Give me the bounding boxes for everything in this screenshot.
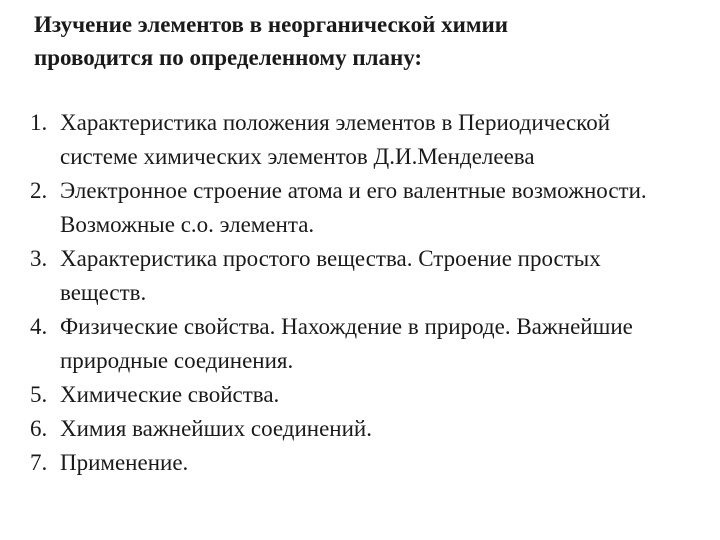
plan-item-5 xyxy=(30,378,690,412)
plan-item-7 xyxy=(30,446,690,480)
plan-item-number: 7. xyxy=(30,450,48,475)
plan-item-number: 4. xyxy=(30,314,48,339)
slide-heading xyxy=(34,8,694,74)
plan-item-number: 3. xyxy=(30,246,48,271)
plan-item-text: Применение. xyxy=(60,450,189,475)
plan-item-number: 6. xyxy=(30,416,48,441)
heading-line-2: проводится по определенному плану: xyxy=(34,45,423,70)
plan-item-text: Физические свойства. Нахождение в природе. Важнейшие природные соединения. xyxy=(60,314,633,373)
plan-item-1 xyxy=(30,106,690,174)
study-plan-list xyxy=(30,106,690,480)
plan-item-text: Химические свойства. xyxy=(60,382,280,407)
plan-item-number: 5. xyxy=(30,382,48,407)
plan-item-4 xyxy=(30,310,690,378)
plan-item-text: Электронное строение атома и его валентные возможности. Возможные с.о. элемента. xyxy=(60,178,647,237)
plan-item-text: Характеристика положения элементов в Периодической системе химических элементов Д.И.Менделеева xyxy=(60,110,611,169)
heading-line-1: Изучение элементов в неорганической химии xyxy=(34,12,509,37)
plan-item-3 xyxy=(30,242,690,310)
plan-item-number: 1. xyxy=(30,110,48,135)
plan-item-number: 2. xyxy=(30,178,48,203)
plan-item-text: Химия важнейших соединений. xyxy=(60,416,372,441)
plan-item-text: Характеристика простого вещества. Строение простых веществ. xyxy=(60,246,601,305)
plan-item-6 xyxy=(30,412,690,446)
plan-item-2 xyxy=(30,174,690,242)
